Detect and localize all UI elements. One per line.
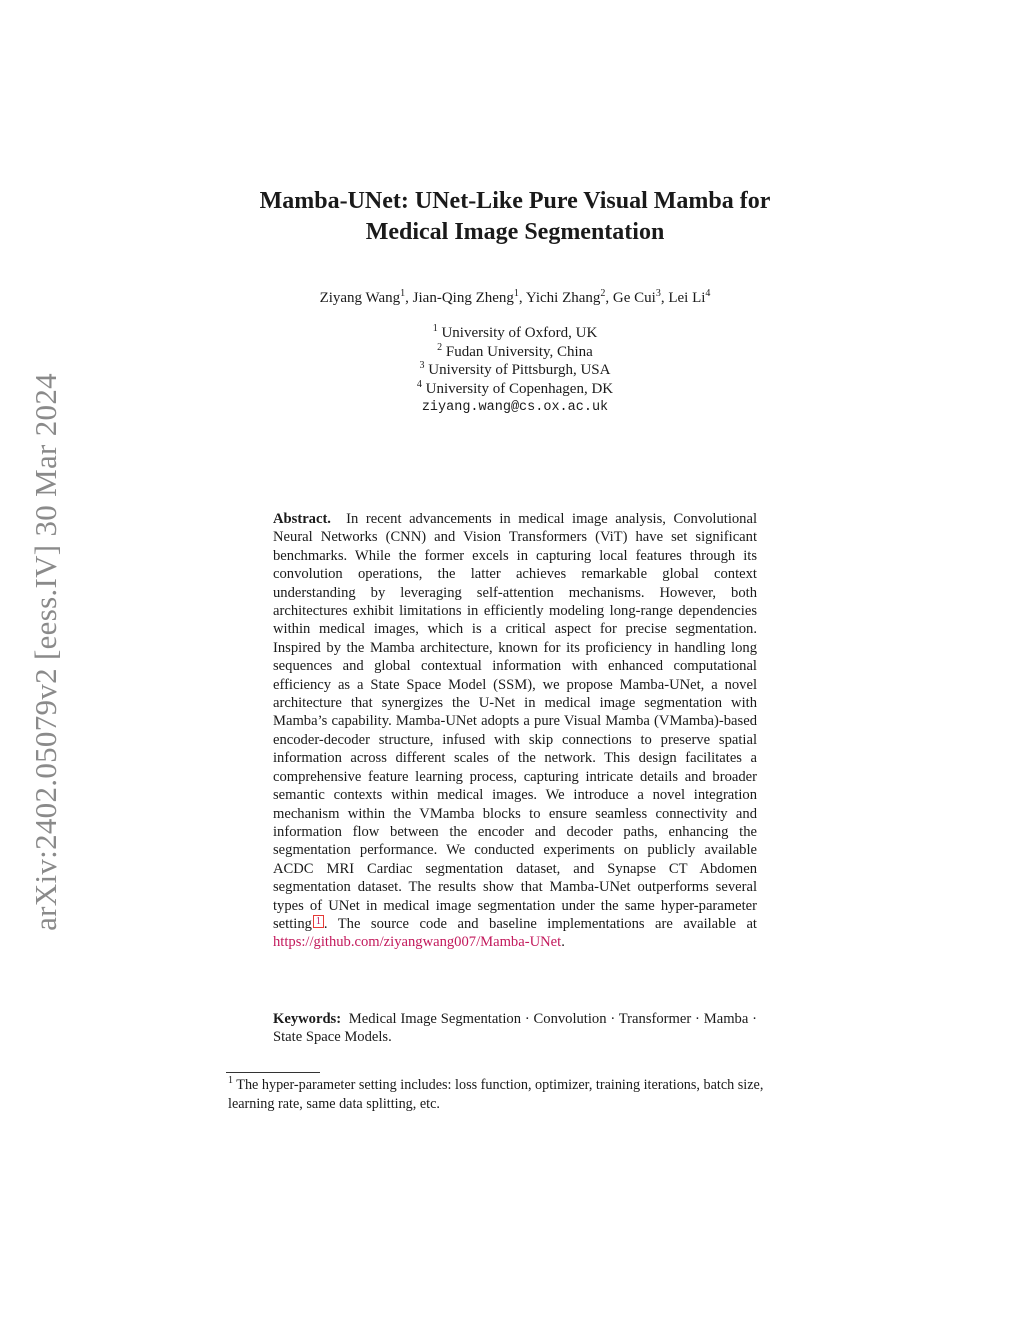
affiliation: $^3$ University of Pittsburgh, USA	[419, 360, 611, 378]
affiliation: $^2$ Fudan University, China	[437, 341, 593, 360]
contact-email[interactable]: ziyang.wang@cs.ox.ac.uk	[421, 400, 609, 415]
abstract-label: Abstract.	[273, 511, 331, 527]
affiliation: $^4$ University of Copenhagen, DK	[416, 378, 614, 397]
keywords-label: Keywords:	[273, 1011, 342, 1027]
author: Lei Li$^4$	[668, 288, 711, 306]
keywords	[273, 1010, 757, 1047]
abstract-body: In recent advancements in medical image analysis, Convolutional Neural Networks (CNN) and Vision Transformers (ViT) have set significant benchmarks. While the former excels in capturing local features through its convolution operations, the latter achieves remarkable global context understanding by leveraging self-attention mechanisms. However, both architectures exhibit limitations in efficiently modeling long-range dependencies within medical images, which is a critical aspect for precise segmentation. Inspired by the Mamba architecture, known for its proficiency in handling long sequences and global contextual information with enhanced computational efficiency as a State Space Model (SSM), we propose Mamba-UNet, a novel architecture that synergizes the U-Net in medical image segmentation with Mamba’s capability. Mamba-UNet adopts a pure Visual Mamba (VMamba)-based encoder-decoder structure, infused with skip connections to preserve spatial information across different scales of the network. This design facilitates a comprehensive feature learning process, capturing intricate details and broader semantic contexts within medical images. We introduce a novel integration mechanism within the VMamba blocks to ensure seamless connectivity and information flow between the encoder and decoder paths, enhancing the segmentation performance. We conducted experiments on publicly available ACDC MRI Cardiac segmentation dataset, and Synapse CT Abdomen segmentation dataset. The results show that Mamba-UNet outperforms several types of UNet in medical image segmentation under the same hyper-parameter setting	[273, 511, 757, 932]
affiliation: $^1$ University of Oxford, UK	[432, 323, 598, 341]
footnote-text: The hyper-parameter setting includes: loss function, optimizer, training iterations, batch size, learning rate, same data splitting, etc.	[228, 1077, 764, 1112]
footnote-ref-link[interactable]: 1	[313, 915, 324, 928]
keywords-text: Medical Image Segmentation · Convolution · Transformer · Mamba · State Space Models.	[273, 1011, 758, 1046]
github-link[interactable]: https://github.com/ziyangwang007/Mamba-UNet	[273, 934, 562, 951]
author-list	[200, 288, 830, 308]
footnote-mark: 1	[228, 1075, 233, 1086]
footnote	[228, 1076, 808, 1113]
affiliation-list	[300, 324, 730, 418]
abstract-end: .	[561, 934, 565, 951]
footnote-rule	[226, 1072, 320, 1073]
title-line-1: Mamba-UNet: UNet-Like Pure Visual Mamba for	[259, 188, 771, 214]
abstract-tail: . The source code and baseline implementations are available at	[323, 915, 757, 932]
author: Jian-Qing Zheng$^1$,	[412, 288, 526, 306]
paper-title	[200, 186, 830, 248]
author: Yichi Zhang$^2$,	[525, 288, 613, 306]
title-line-2: Medical Image Segmentation	[365, 219, 665, 245]
abstract	[273, 510, 757, 952]
author: Ziyang Wang$^1$,	[319, 288, 413, 306]
arxiv-side-stamp: arXiv:2402.05079v2 [eess.IV] 30 Mar 2024	[28, 373, 63, 931]
author: Ge Cui$^3$,	[612, 288, 669, 306]
